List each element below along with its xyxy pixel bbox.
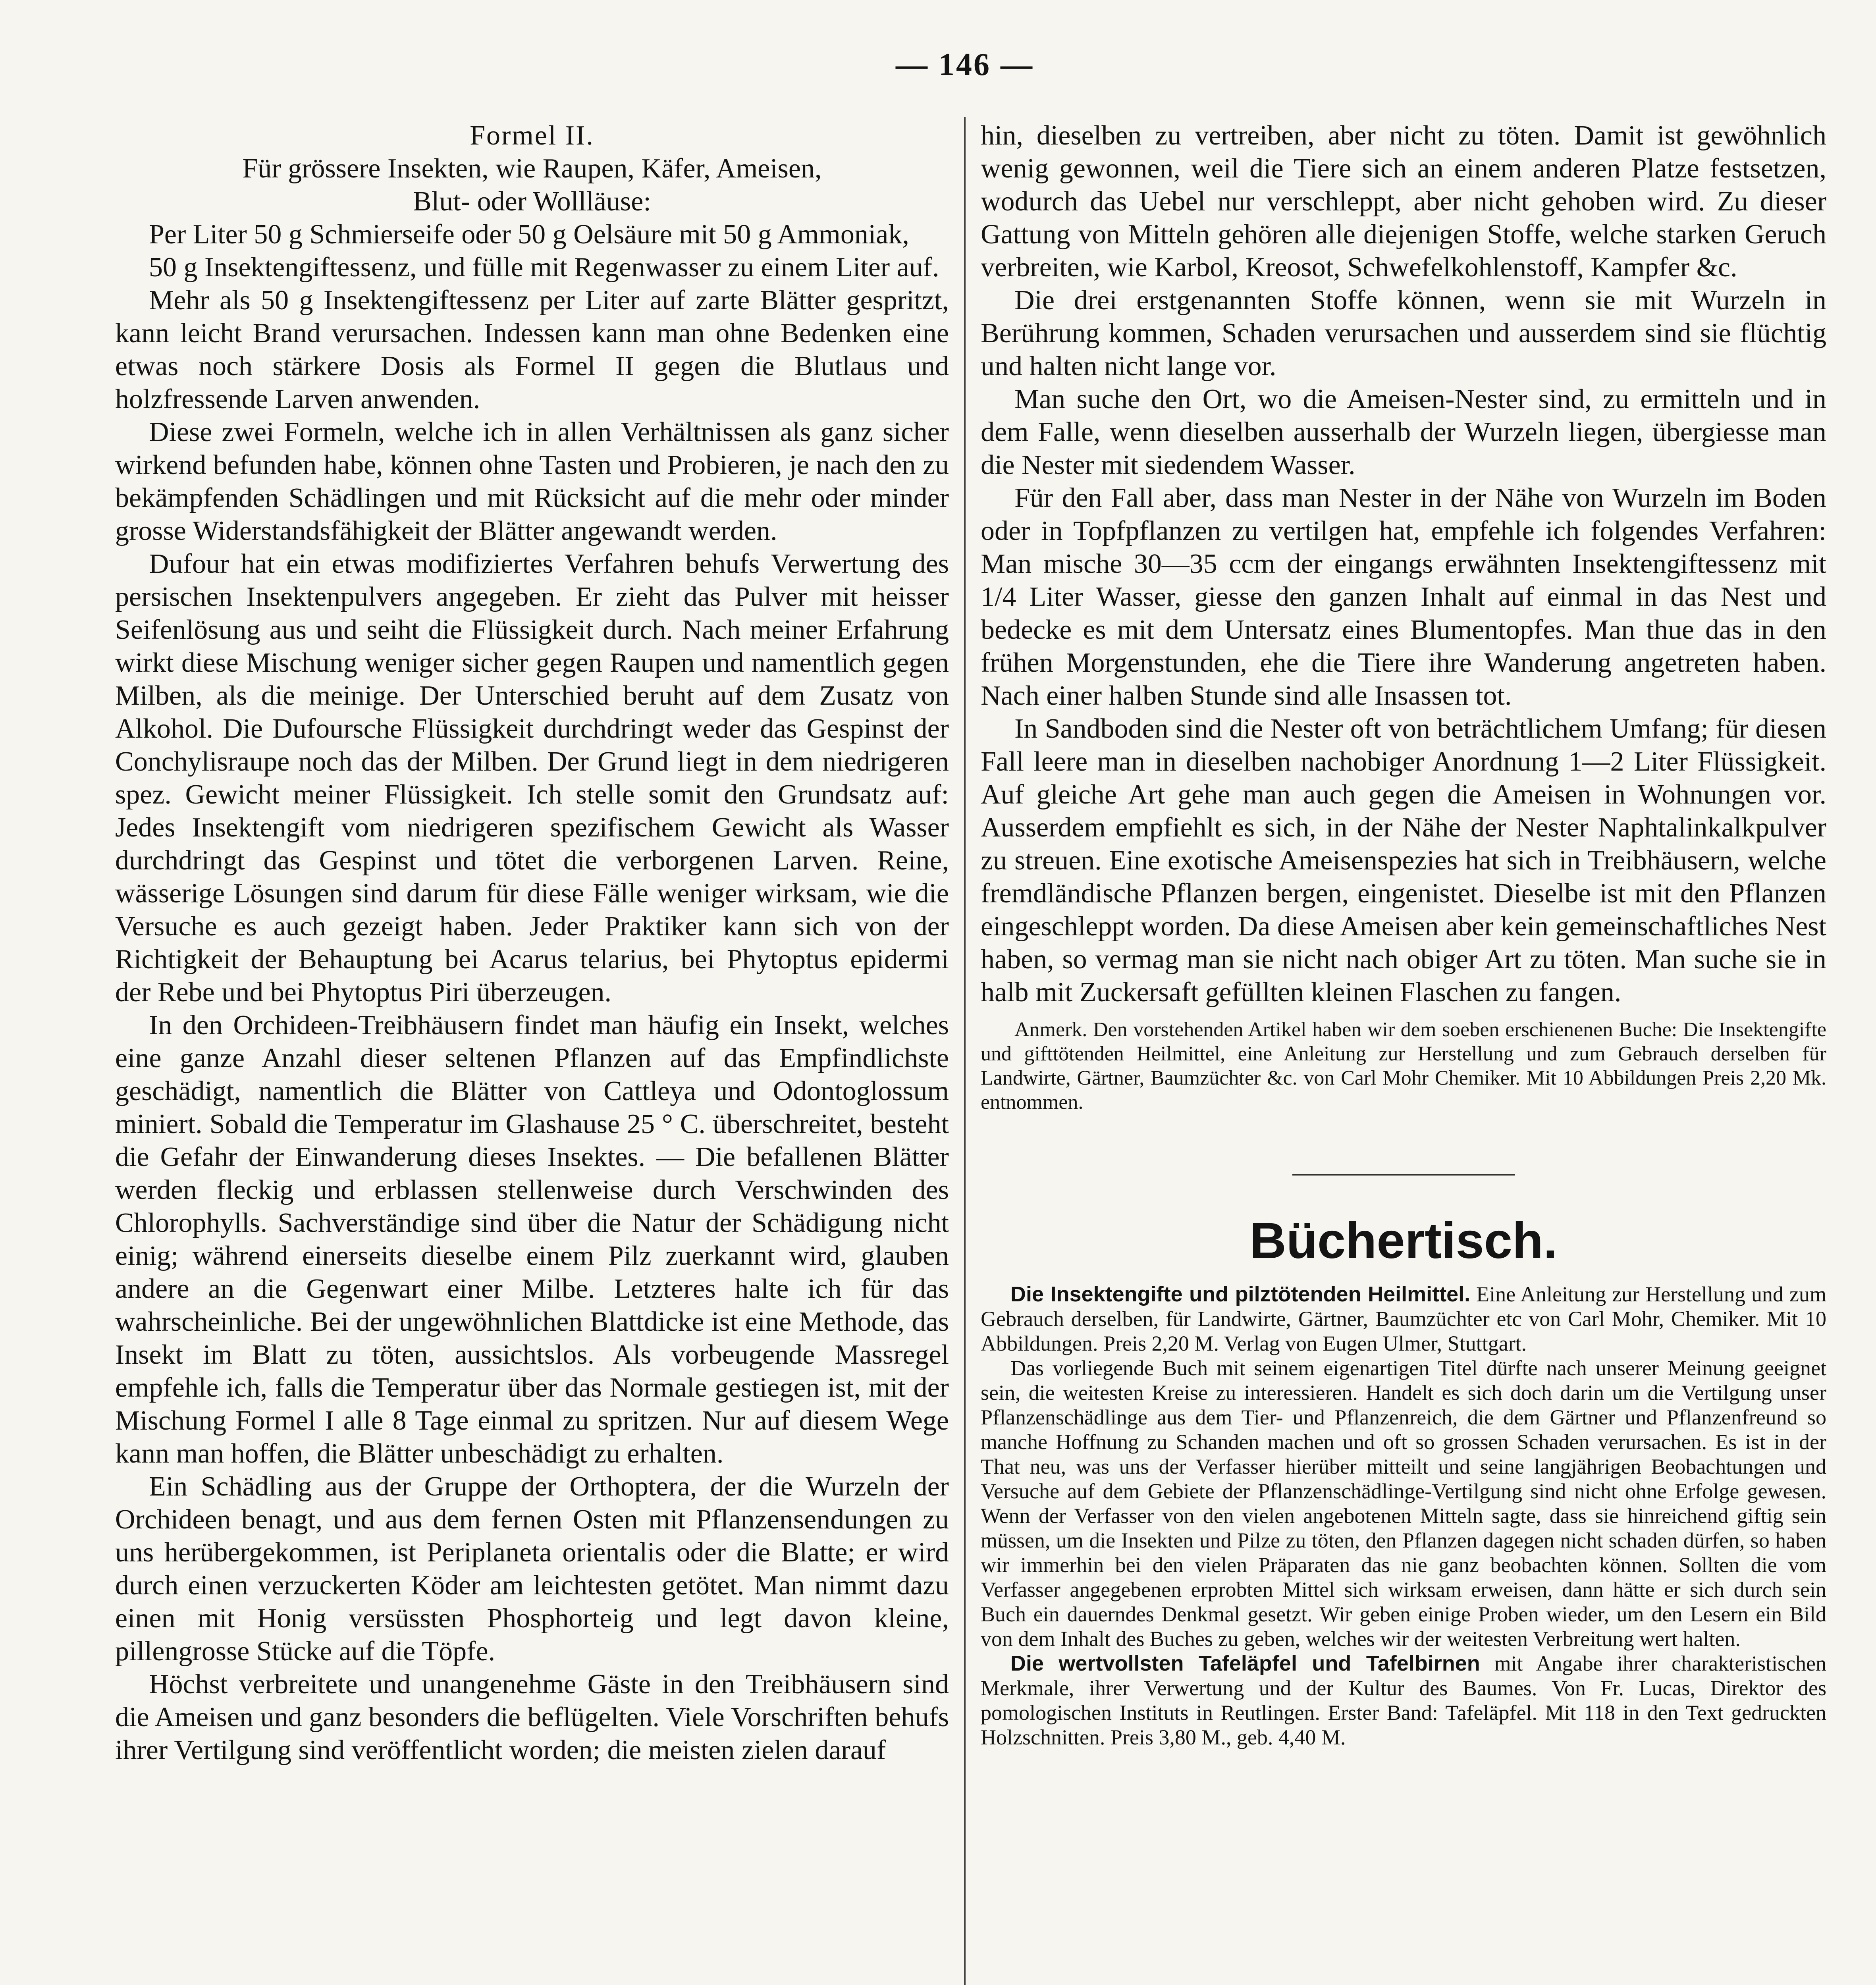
section-heading: Büchertisch.	[1249, 1212, 1558, 1269]
footnote-anmerk: Anmerk. Den vorstehenden Artikel haben wir dem soeben erschienenen Buche: Die Insektengifte und gifttötenden Heilmittel, eine Anleitung zur Herstellung und zum Gebrauch derselben für Landwirte, Gärtner, Baumzüchter &c. von Carl Mohr Chemiker. Mit 10 Abbildungen Preis 2,20 Mk. entnommen.	[981, 1018, 1826, 1114]
paragraph-nests-near-roots: Für den Fall aber, dass man Nester in der Nähe von Wurzeln im Boden oder in Topfpflanzen zu vertilgen hat, empfehle ich folgendes Verfahren: Man mische 30—35 ccm der eingangs erwähnten Insektengiftessenz mit 1/4 Liter Wasser, giesse den ganzen Inhalt auf einmal in das Nest und bedecke es mit dem Untersatz eines Blumentopfes. Man thue das in den frühen Morgenstunden, ehe die Tiere ihre Wanderung angetreten haben. Nach einer halben Stunde sind alle Insassen tot.	[981, 483, 1826, 711]
section-divider	[1292, 1174, 1515, 1176]
formula-heading: Formel II.	[470, 120, 594, 151]
paragraph-ants-intro: Höchst verbreitete und unangenehme Gäste in den Treibhäusern sind die Ameisen und ganz besonders die beflügelten. Viele Vorschriften behufs ihrer Vertilgung sind veröffentlicht worden; die meisten zielen darauf	[115, 1669, 949, 1765]
formula-intro-line-1: Für grössere Insekten, wie Raupen, Käfer, Ameisen,	[242, 153, 822, 184]
book-1-review: Das vorliegende Buch mit seinem eigenartigen Titel dürfte nach unserer Meinung geeignet sein, die weitesten Kreise zu interessieren. Handelt es sich doch darin um die Vertilgung unser Pflanzenschädlinge aus dem Tier- und Pflanzenreich, die dem Gärtner und Pflanzenfreund so manche Hoffnung zu Schanden machen und oft so grossen Schaden verursachen. Es ist in der That neu, was uns der Verfasser hierüber mitteilt und seine langjährigen Beobachtungen und Versuche auf dem Gebiete der Pflanzenschädlinge-Vertilgung sind nicht ohne Erfolge gewesen. Wenn der Verfasser von den vielen angebotenen Mitteln sagte, dass sie hinreichend giftig sein müssen, um die Insekten und Pilze zu töten, den Pflanzen dagegen nicht schaden dürfen, so haben wir immerhin bei den vielen Präparaten das nie ganz beobachten können. Sollten die vom Verfasser angegebenen erprobten Mittel sich wirksam erweisen, dann hätte er sich durch sein Buch ein dauerndes Denkmal gesetzt. Wir geben einige Proben wieder, um den Lesern ein Bild von dem Inhalt des Buches zu geben, welches wir der weitesten Verbreitung wert halten.	[981, 1356, 1826, 1651]
paragraph-find-nests: Man suche den Ort, wo die Ameisen-Nester sind, zu ermitteln und in dem Falle, wenn dieselben ausserhalb der Wurzeln liegen, übergiesse man die Nester mit siedendem Wasser.	[981, 384, 1826, 480]
book-1-title: Die Insektengifte und pilztötenden Heilmittel.	[1010, 1282, 1471, 1306]
paragraph-dufour: Dufour hat ein etwas modifiziertes Verfahren behufs Verwertung des persischen Insektenpulvers angegeben. Er zieht das Pulver mit heisser Seifenlösung aus und seiht die Flüssigkeit durch. Nach meiner Erfahrung wirkt diese Mischung weniger sicher gegen Raupen und namentlich gegen Milben, als die meinige. Der Unterschied beruht auf dem Zusatz von Alkohol. Die Dufoursche Flüssigkeit durchdringt weder das Gespinst der Conchylisraupe noch das der Milben. Der Grund liegt in dem niedrigeren spez. Gewicht meiner Flüssigkeit. Ich stelle somit den Grundsatz auf: Jedes Insektengift vom niedrigeren spezifischem Gewicht als Wasser durchdringt das Gespinst und tötet die verborgenen Larven. Reine, wässerige Lösungen sind darum für diese Fälle weniger wirksam, wie die Versuche es auch gezeigt haben. Jeder Praktiker kann sich von der Richtigkeit der Behauptung bei Acarus telarius, bei Phytoptus epidermi der Rebe und bei Phytoptus Piri überzeugen.	[115, 549, 949, 1008]
left-column	[115, 119, 949, 1767]
paragraph-orchid-houses: In den Orchideen-Treibhäusern findet man häufig ein Insekt, welches eine ganze Anzahl dieser seltenen Pflanzen auf das Empfindlichste geschädigt, namentlich die Blätter von Cattleya und Odontoglossum miniert. Sobald die Temperatur im Glashause 25 ° C. überschreitet, besteht die Gefahr der Einwanderung dieses Insektes. — Die befallenen Blätter werden fleckig und erblassen stellenweise durch Verschwinden des Chlorophylls. Sachverständige sind über die Natur der Schädigung nicht einig; während einerseits dieselbe einem Pilz zuerkannt wird, glauben andere an die Gegenwart einer Milbe. Letzteres halte ich für das wahrscheinliche. Bei der ungewöhnlichen Blattdicke ist eine Methode, das Insekt im Blatt zu töten, aussichtslos. Als vorbeugende Massregel empfehle ich, falls die Temperatur über das Normale gestiegen ist, mit der Mischung Formel I alle 8 Tage einmal zu spritzen. Nur auf diesem Wege kann man hoffen, die Blätter unbeschädigt zu erhalten.	[115, 1010, 949, 1469]
formula-recipe-2: 50 g Insektengiftessenz, und fülle mit Regenwasser zu einem Liter auf.	[149, 252, 939, 283]
book-2-title: Die wertvollsten Tafeläpfel und Tafelbirnen	[1010, 1652, 1480, 1675]
paragraph-three-substances: Die drei erstgenannten Stoffe können, wenn sie mit Wurzeln in Berührung kommen, Schaden verursachen und ausserdem sind sie flüchtig und halten nicht lange vor.	[981, 285, 1826, 382]
book-entry-2	[981, 1651, 1826, 1750]
paragraph-dosage: Mehr als 50 g Insektengiftessenz per Liter auf zarte Blätter gespritzt, kann leicht Brand verursachen. Indessen kann man ohne Bedenken eine etwas noch stärkere Dosis als Formel II gegen die Blutlaus und holzfressende Larven anwenden.	[115, 285, 949, 414]
column-divider	[964, 117, 966, 1985]
paragraph-sandy-soil: In Sandboden sind die Nester oft von beträchtlichem Umfang; für diesen Fall leere man in dieselben nachobiger Anordnung 1—2 Liter Flüssigkeit. Auf gleiche Art gehe man auch gegen die Ameisen in Wohnungen vor. Ausserdem empfiehlt es sich, in der Nähe der Nester Naphtalinkalkpulver zu streuen. Eine exotische Ameisenspezies hat sich in Treibhäusern, welche fremdländische Pflanzen bergen, eingenistet. Dieselbe ist mit den Pflanzen eingeschleppt worden. Da diese Ameisen aber kein gemeinschaftliches Nest haben, so vermag man sie nicht nach obiger Art zu töten. Man suche sie in halb mit Zuckersaft gefüllten kleinen Flaschen zu fangen.	[981, 713, 1826, 1008]
paragraph-orthoptera: Ein Schädling aus der Gruppe der Orthoptera, der die Wurzeln der Orchideen benagt, und aus dem fernen Osten mit Pflanzensendungen zu uns herübergekommen, ist Periplaneta orientalis oder die Blatte; er wird durch einen verzuckerten Köder am leichtesten getötet. Man nimmt dazu einen mit Honig versüssten Phosphorteig und legt davon kleine, pillengrosse Stücke auf die Töpfe.	[115, 1471, 949, 1667]
right-column	[981, 119, 1826, 1750]
book-entry-1	[981, 1282, 1826, 1356]
formula-recipe-1: Per Liter 50 g Schmierseife oder 50 g Oelsäure mit 50 g Ammoniak,	[149, 219, 909, 250]
formula-intro-line-2: Blut- oder Wollläuse:	[413, 186, 651, 217]
book-2-description: mit Angabe ihrer charakteristischen Merkmale, ihrer Verwertung und der Kultur des Baumes. Von Fr. Lucas, Direktor des pomologischen Instituts in Reutlingen. Erster Band: Tafeläpfel. Mit 118 in den Text gedruckten Holzschnitten. Preis 3,80 M., geb. 4,40 M.	[981, 1652, 1826, 1749]
paragraph-two-formulas: Diese zwei Formeln, welche ich in allen Verhältnissen als ganz sicher wirkend befunden habe, können ohne Tasten und Probieren, je nach den zu bekämpfenden Schädlingen und mit Rücksicht auf die mehr oder minder grosse Widerstandsfähigkeit der Blätter angewandt werden.	[115, 417, 949, 546]
book-1-description: Eine Anleitung zur Herstellung und zum Gebrauch derselben, für Landwirte, Gärtner, Baumzüchter etc von Carl Mohr, Chemiker. Mit 10 Abbildungen. Preis 2,20 M. Verlag von Eugen Ulmer, Stuttgart.	[981, 1282, 1827, 1355]
paragraph-ants-continued: hin, dieselben zu vertreiben, aber nicht zu töten. Damit ist gewöhnlich wenig gewonnen, weil die Tiere sich an einem anderen Platze festsetzen, wodurch das Uebel nur verschleppt, aber nicht gehoben wird. Zu dieser Gattung von Mitteln gehören alle diejenigen Stoffe, welche starken Geruch verbreiten, wie Karbol, Kreosot, Schwefelkohlenstoff, Kampfer &c.	[981, 120, 1826, 283]
page-number: — 146 —	[896, 47, 1034, 82]
